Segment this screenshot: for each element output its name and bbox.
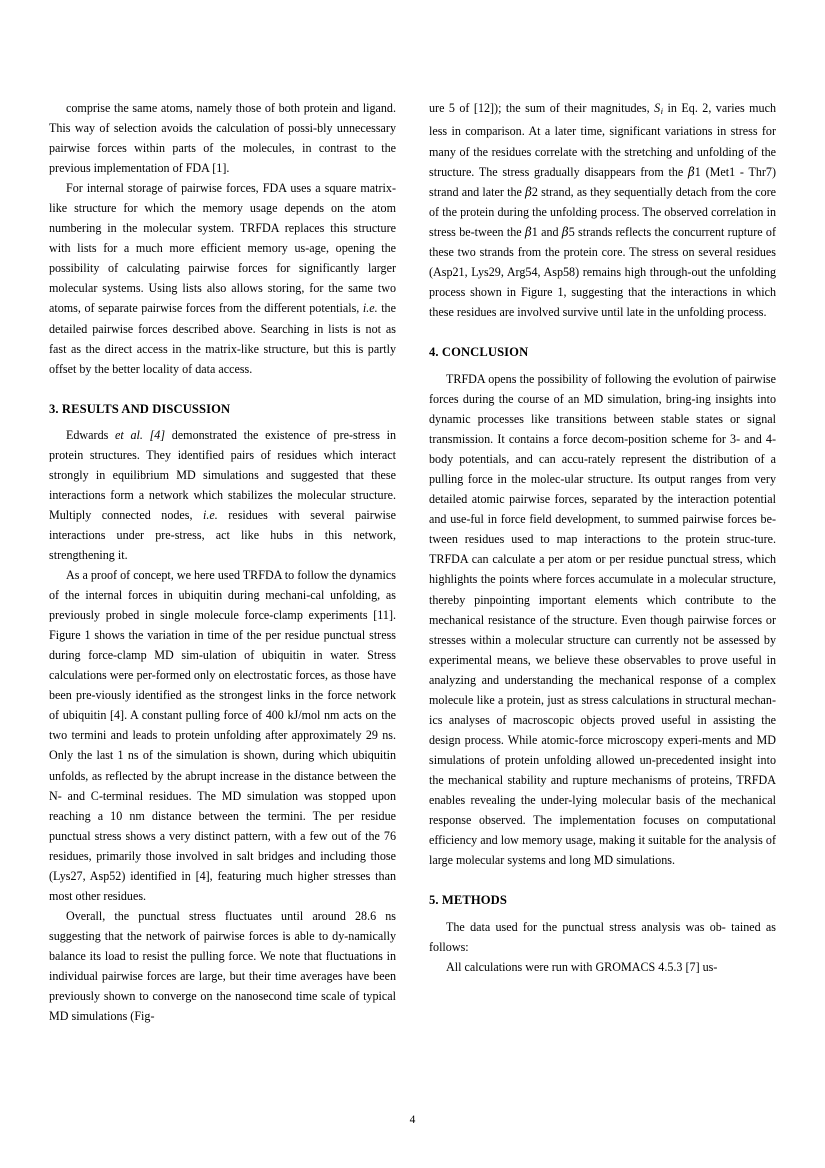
beta-symbol-2: β bbox=[525, 184, 532, 199]
paragraph-edwards-part-a: Edwards bbox=[66, 427, 116, 442]
beta-symbol-1: β bbox=[688, 164, 695, 179]
italic-et-al-citation: et al. [4] bbox=[115, 427, 166, 442]
paragraph-figure-5-continuation bbox=[429, 98, 776, 322]
paragraph-edwards-part-b: demonstrated the existence of pre-stress in protein structures. They identified pairs of residues which interact strongly in equilibrium MD simulations and suggested that these interactions form a network which stabilizes the molecular structure. Multiply connected nodes, bbox=[49, 427, 397, 522]
right-column bbox=[429, 98, 776, 1098]
two-column-body bbox=[49, 98, 776, 1098]
section-heading-results-and-discussion: 3. RESULTS AND DISCUSSION bbox=[49, 401, 231, 416]
page-number: 4 bbox=[409, 1114, 416, 1126]
section-heading-conclusion: 4. CONCLUSION bbox=[429, 344, 529, 359]
paragraph-edwards-prestress bbox=[49, 425, 396, 565]
math-subscript-i: i bbox=[660, 106, 664, 117]
paragraph-fig5-part-d: 2 strand, as they sequentially detach from the core of the protein during the unfolding process. The observed correlation in stress be-tween the bbox=[429, 184, 777, 239]
beta-symbol-3: β bbox=[524, 224, 532, 239]
math-variable-s: S bbox=[654, 101, 661, 115]
paragraph-fig5-part-f: 5 strands reflects the concurrent rupture of these two strands from the protein core. The stress on several residues (Asp21, Lys29, Arg54, Asp58) remains high through-out the unfolding process shown in Figure 1, suggesting that the interactions in which these residues are involved survive until late in the unfolding process. bbox=[429, 224, 777, 319]
spacer-before-section-5 bbox=[429, 870, 776, 890]
paragraph-proof-of-concept: As a proof of concept, we here used TRFDA to follow the dynamics of the internal forces in ubiquitin during mechani-cal unfolding, as previously probed in single molecule force-clamp experiments [11]. Figure 1 shows the variation in time of the per residue punctual stress during force-clamp MD sim-ulation of ubiquitin in water. Stress calculations were per-formed only on electrostatic forces, as those have been pre-viously identified as the strongest links in the force network of ubiquitin [4]. A constant pulling force of 400 kJ/mol nm acts on the two termini and leads to protein unfolding after approximately 29 ns. Only the last 1 ns of the simulation is shown, during which ubiquitin unfolds, as reflected by the abrupt increase in the distance between the N- and C-terminal residues. The MD simulation was stopped upon reaching a 10 nm distance between the termini. The per residue punctual stress shows a very distinct pattern, with a few out of the 76 residues, primarily those involved in salt bridges and including those (Lys27, Asp52) identified in [4], featuring much higher stresses than most other residues. bbox=[49, 568, 396, 903]
spacer-after-section-4 bbox=[429, 362, 776, 369]
spacer-before-section-3 bbox=[49, 379, 396, 399]
paragraph-fig5-part-e: 1 and bbox=[531, 224, 562, 239]
italic-ie-2: i.e. bbox=[203, 507, 218, 522]
spacer-before-section-4 bbox=[429, 322, 776, 342]
paragraph-internal-storage-part-a: For internal storage of pairwise forces, FDA uses a square matrix-like structure for which the memory usage depends on the atom numbering in the molecular system. TRFDA replaces this structure with lists for a much more efficient memory us-age, opening the possibility of calculating pairwise forces for significantly larger molecular systems. Using lists also allows storing, for the same two atoms, of separate pairwise forces from the different potentials, bbox=[49, 181, 396, 316]
paragraph-methods-data-used: The data used for the punctual stress analysis was ob- tained as follows: bbox=[429, 920, 776, 955]
beta-symbol-4: β bbox=[561, 224, 569, 239]
paragraph-overall-punctual-stress: Overall, the punctual stress fluctuates until around 28.6 ns suggesting that the network of pairwise forces is able to dy-namically balance its load to resist the pulling force. We note that fluctuations in individual pairwise forces are large, but their time averages have been previously shown to converge on the nanosecond time scale of typical MD simulations (Fig- bbox=[49, 908, 396, 1024]
section-heading-methods: 5. METHODS bbox=[429, 893, 507, 908]
paragraph-fig5-part-a: ure 5 of [12]); the sum of their magnitudes, bbox=[429, 101, 655, 115]
paragraph-comprise-atoms: comprise the same atoms, namely those of both protein and ligand. This way of selection avoids the calculation of possi-bly unnecessary pairwise forces within parts of the molecules, in contrast to the previous implementation of FDA [1]. bbox=[49, 101, 396, 176]
paragraph-methods-gromacs: All calculations were run with GROMACS 4.5.3 [7] us- bbox=[446, 960, 718, 975]
paragraph-internal-storage bbox=[49, 178, 396, 378]
paragraph-fig5-part-c: 1 (Met1 - Thr7) strand and later the bbox=[429, 164, 776, 199]
paragraph-fig5-part-b: in Eq. 2, varies much less in comparison. At a later time, significant variations in stress for many of the residues correlate with the stretching and unfolding of the structure. The stress gradually disappears from the bbox=[429, 101, 777, 179]
paragraph-internal-storage-part-b: the detailed pairwise forces described above. Searching in lists is not as fast as the direct access in the matrix-like structure, but this is partly offset by the better locality of data access. bbox=[49, 301, 396, 376]
spacer-after-section-5 bbox=[429, 910, 776, 917]
paragraph-conclusion-trfda: TRFDA opens the possibility of following the evolution of pairwise forces during the course of an MD simulation, bring-ing insights into dynamic processes like transitions between stable states or signal transmission. It contains a force decom-position scheme for 3- and 4-body potentials, and can accu-rately represent the distribution of a pulling force in the molec-ular structure. Its output ranges from very detailed atomic pairwise forces, separated by the interaction potential and use-ful in force field development, to summed pairwise forces be-tween residues used to map interactions to the protein struc-ture. TRFDA can calculate a per atom or per residue punctual stress, which highlights the points where forces accumulate in a molecular structure, thereby pinpointing important elements which contribute to the mechanical resistance of the structure. Even though pairwise forces or stresses within a molecular structure can currently not be assessed by experimental means, we believe these observables to prove useful in analyzing and understanding the mechanical response of a complex molecule like a protein, just as stress calculations in structural mechan-ics analyses of macroscopic objects proved useful in assisting the design process. While atomic-force microscopy experi-ments and MD simulations of protein unfolding allowed un-precedented insight into the mechanical stability and rupture mechanisms of proteins, TRFDA enables revealing the under-lying molecular basis of the mechanical response observed. The implementation focuses on computational efficiency and low memory usage, making it suitable for the analysis of large molecular systems and long MD simulations. bbox=[429, 372, 776, 868]
left-column bbox=[49, 98, 396, 1098]
paragraph-edwards-part-c: residues with several pairwise interactions under pre-stress, act like hubs in this network, strengthening it. bbox=[49, 507, 396, 562]
italic-ie-1: i.e. bbox=[362, 301, 378, 316]
